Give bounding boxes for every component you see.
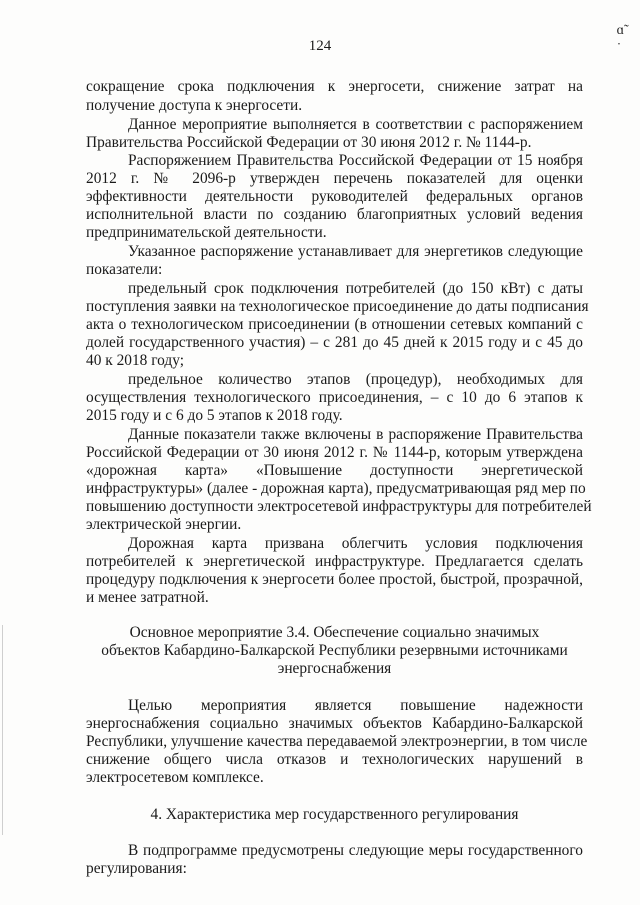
text-line: поступления заявки на технологическое присоединение до даты подписания [86,298,589,315]
text-line: сокращение срока подключения к энергосети, снижение затрат на [86,78,583,95]
text-line: акта о технологическом присоединении (в отношении сетевых компаний с [86,316,583,333]
text-line: электрической энергии. [86,516,242,533]
text-line: 2012 г. № 2096-р утвержден перечень показателей для оценки [86,170,583,187]
text-line: «дорожная карта» «Повышение доступности энергетической [86,462,583,479]
text-line: 40 к 2018 году; [86,352,184,369]
text-line: потребителей к энергетической инфраструктуре. Предлагается сделать [86,553,583,570]
text-line: Данное мероприятие выполняется в соответствии с распоряжением [128,116,583,133]
text-line: Распоряжением Правительства Российской Федерации от 15 ноября [128,152,583,169]
text-line: электросетевом комплексе. [86,769,264,786]
corner-mark: ɑ̃ ˙ [616,23,624,56]
section-heading: энергоснабжения [277,660,392,677]
text-line: регулирования: [86,860,187,877]
text-line: предпринимательской деятельности. [86,224,327,241]
section-heading: 4. Характеристика мер государственного регулирования [150,806,519,823]
text-line: В подпрограмме предусмотрены следующие меры государственного [128,842,583,859]
text-line: эффективности деятельности руководителей федеральных органов [86,188,583,205]
text-line: Российской Федерации от 30 июня 2012 г. № 1144-р, которым утверждена [86,444,583,461]
text-line: осуществления технологического присоединения, – с 10 до 6 этапов к [86,389,583,406]
text-line: процедуру подключения к энергосети более простой, быстрой, прозрачной, [86,571,583,588]
text-line: Дорожная карта призвана облегчить условия подключения [128,535,583,552]
text-line: 2015 году и с 6 до 5 этапов к 2018 году. [86,407,343,424]
text-line: инфраструктуры» (далее - дорожная карта), предусматривающая ряд мер по [86,480,586,497]
page-number: 124 [308,38,332,54]
text-line: и менее затратной. [86,589,209,606]
section-heading: Основное мероприятие 3.4. Обеспечение социально значимых [129,624,540,641]
text-line: исполнительной власти по созданию благоприятных условий ведения [86,206,583,223]
text-line: энергоснабжения социально значимых объектов Кабардино-Балкарской [86,715,583,732]
text-line: Республики, улучшение качества передаваемой электроэнергии, в том числе [86,733,588,750]
text-line: Целью мероприятия является повышение надежности [128,697,583,714]
scan-edge-line [2,625,3,835]
text-line: Указанное распоряжение устанавливает для энергетиков следующие [128,243,583,260]
text-line: показатели: [86,261,163,278]
text-line: Правительства Российской Федерации от 30 июня 2012 г. № 1144-р. [86,134,532,151]
text-line: предельный срок подключения потребителей (до 150 кВт) с даты [128,280,583,297]
text-line: предельное количество этапов (процедур), необходимых для [128,371,583,388]
text-line: снижение общего числа отказов и технологических нарушений в [86,751,583,768]
section-heading: объектов Кабардино-Балкарской Республики резервными источниками [101,642,568,659]
text-line: долей государственного участия) – с 281 до 45 дней к 2015 году и с 45 до [86,334,583,351]
text-line: повышению доступности электросетевой инфраструктуры для потребителей [86,498,592,515]
text-line: получение доступа к энергосети. [86,97,303,114]
text-line: Данные показатели также включены в распоряжение Правительства [128,426,583,443]
